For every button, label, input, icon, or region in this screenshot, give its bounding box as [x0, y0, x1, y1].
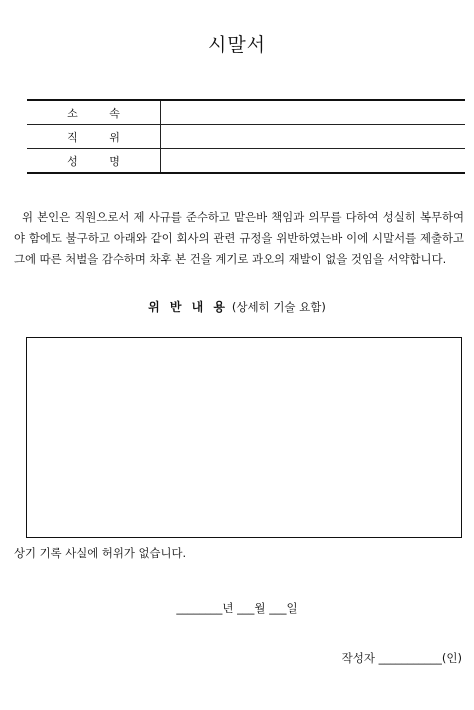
violation-details-box[interactable] — [26, 337, 462, 538]
personal-info-table — [27, 99, 465, 174]
violation-section-heading — [0, 298, 474, 315]
department-label: 소 속 — [27, 100, 161, 125]
pledge-paragraph: 위 본인은 직원으로서 제 사규를 준수하고 맡은바 책임과 의무를 다하여 성실히 복무하여야 함에도 불구하고 아래와 같이 회사의 관련 규정을 위반하였는바 이에 시말서를 제출하고 그에 따른 처벌을 감수하며 차후 본 건을 계기로 과오의 재발이 없을 것임을 서약합니다. — [14, 210, 464, 266]
document-title: 시말서 — [207, 34, 267, 56]
position-value[interactable] — [161, 125, 466, 149]
violation-heading-label: 위 반 내 용 — [148, 300, 229, 314]
confirmation-statement: 상기 기록 사실에 허위가 없습니다. — [14, 546, 187, 560]
name-value[interactable] — [161, 149, 466, 174]
info-row-name — [27, 149, 465, 174]
violation-heading-note: (상세히 기술 요함) — [231, 300, 326, 314]
signature-line: 작성자 ___________(인) — [341, 651, 462, 665]
name-label: 성 명 — [27, 149, 161, 174]
info-row-position — [27, 125, 465, 149]
department-value[interactable] — [161, 100, 466, 125]
date-line: ________년 ___월 ___일 — [176, 601, 298, 615]
position-label: 직 위 — [27, 125, 161, 149]
info-row-department — [27, 100, 465, 125]
